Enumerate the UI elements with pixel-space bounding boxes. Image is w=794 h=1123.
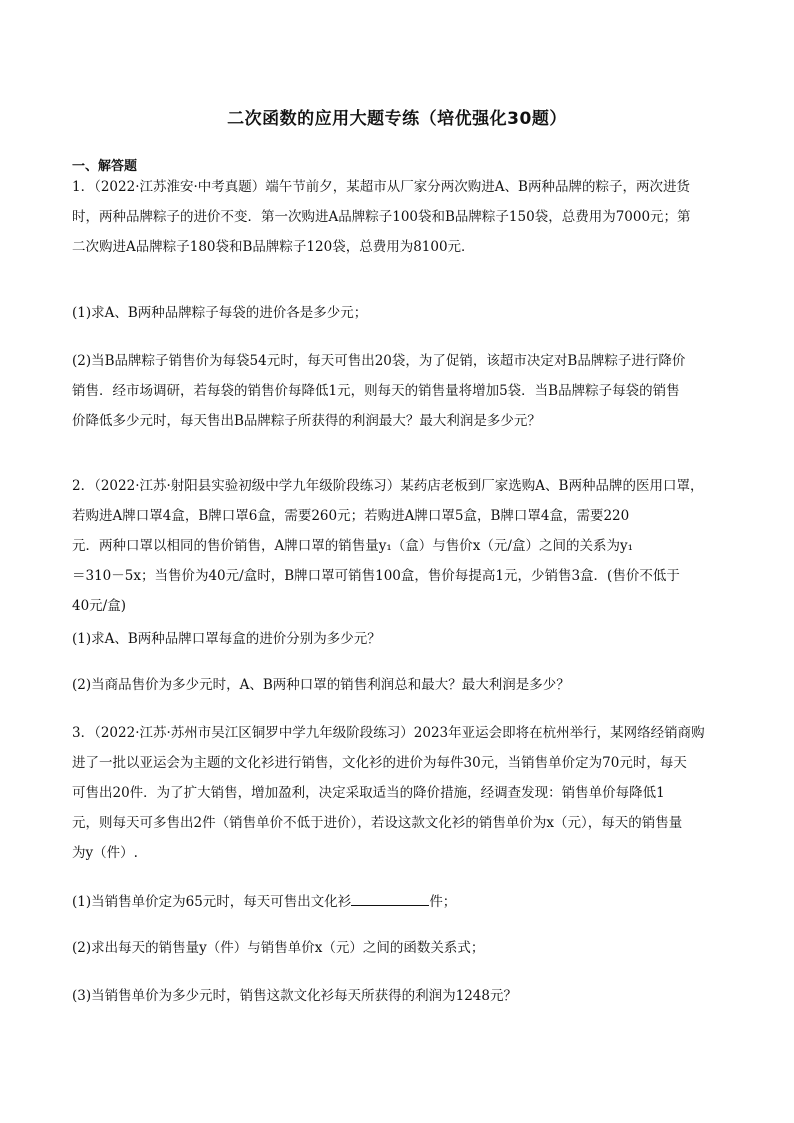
question-1-part-2-line: 价降低多少元时，每天售出B品牌粽子所获得的利润最大？最大利润是多少元？	[72, 413, 541, 429]
question-1-line: 时，两种品牌粽子的进价不变．第一次购进A品牌粽子100袋和B品牌粽子150袋，总费用为7000元；第	[72, 209, 691, 225]
question-1-part-2-line: (2)当B品牌粽子销售价为每袋54元时，每天可售出20袋，为了促销，该超市决定对B品牌粽子进行降价	[72, 353, 686, 369]
question-3-line: 3．（2022·江苏·苏州市吴江区铜罗中学九年级阶段练习）2023年亚运会即将在杭州举行，某网络经销商购	[72, 725, 705, 741]
question-1-part-2	[72, 346, 722, 436]
question-2-line: ＝310－5x；当售价为40元/盒时，B牌口罩可销售100盒，售价每提高1元，少销售3盒．(售价不低于	[72, 568, 680, 584]
question-3-line: 为y（件）.	[72, 845, 138, 861]
question-2-line: 若购进A牌口罩4盒，B牌口罩6盒，需要260元；若购进A牌口罩5盒，B牌口罩4盒，需要220	[72, 508, 630, 524]
question-3-part-2	[72, 933, 722, 963]
question-2-line: 元．两种口罩以相同的售价销售，A牌口罩的销售量y₁（盒）与售价x（元/盒）之间的关系为y₁	[72, 538, 633, 554]
question-3-part-1-prefix: (1)当销售单价定为65元时，每天可售出文化衫	[72, 894, 352, 910]
question-2-line: 2．（2022·江苏·射阳县实验初级中学九年级阶段练习）某药店老板到厂家选购A、B两种品牌的医用口罩，	[72, 478, 704, 494]
question-3-part-1-text	[72, 887, 722, 917]
question-1-part-1-text: (1)求A、B两种品牌粽子每袋的进价各是多少元；	[72, 305, 368, 321]
question-1-part-2-line: 销售．经市场调研，若每袋的销售价每降低1元，则每天的销售量将增加5袋．当B品牌粽子每袋的销售	[72, 383, 680, 399]
question-3-part-1	[72, 887, 722, 917]
question-3-line: 可售出20件．为了扩大销售，增加盈利，决定采取适当的降价措施，经调查发现：销售单价每降低1	[72, 785, 665, 801]
answer-blank[interactable]	[351, 891, 429, 906]
question-3-part-1-suffix: 件；	[429, 894, 457, 910]
page-title: 二次函数的应用大题专练（培优强化30题）	[227, 109, 567, 129]
question-3-part-2-text: (2)求出每天的销售量y（件）与销售单价x（元）之间的函数关系式；	[72, 940, 485, 956]
question-3-part-3	[72, 981, 722, 1011]
question-3-part-3-text: (3)当销售单价为多少元时，销售这款文化衫每天所获得的利润为1248元？	[72, 988, 517, 1004]
question-2-part-2-text: (2)当商品售价为多少元时，A、B两种口罩的销售利润总和最大？最大利润是多少？	[72, 677, 570, 693]
question-1-line: 1．（2022·江苏淮安·中考真题）端午节前夕，某超市从厂家分两次购进A、B两种品牌的粽子，两次进货	[72, 179, 690, 195]
section-heading: 一、解答题	[72, 159, 138, 174]
question-1-line: 二次购进A品牌粽子180袋和B品牌粽子120袋，总费用为8100元．	[72, 239, 475, 255]
question-1	[72, 172, 722, 262]
question-3-line: 元，则每天可多售出2件（销售单价不低于进价），若设这款文化衫的销售单价为x（元），每天的销售量	[72, 815, 683, 831]
question-2-part-2	[72, 670, 722, 700]
question-2-line: 40元/盒)	[72, 598, 126, 614]
question-2	[72, 471, 722, 621]
question-3-line: 进了一批以亚运会为主题的文化衫进行销售，文化衫的进价为每件30元，当销售单价定为70元时，每天	[72, 755, 687, 771]
question-2-part-1	[72, 624, 722, 654]
question-2-part-1-text: (1)求A、B两种品牌口罩每盒的进价分别为多少元？	[72, 631, 381, 647]
question-3	[72, 718, 722, 868]
question-1-part-1	[72, 298, 722, 328]
